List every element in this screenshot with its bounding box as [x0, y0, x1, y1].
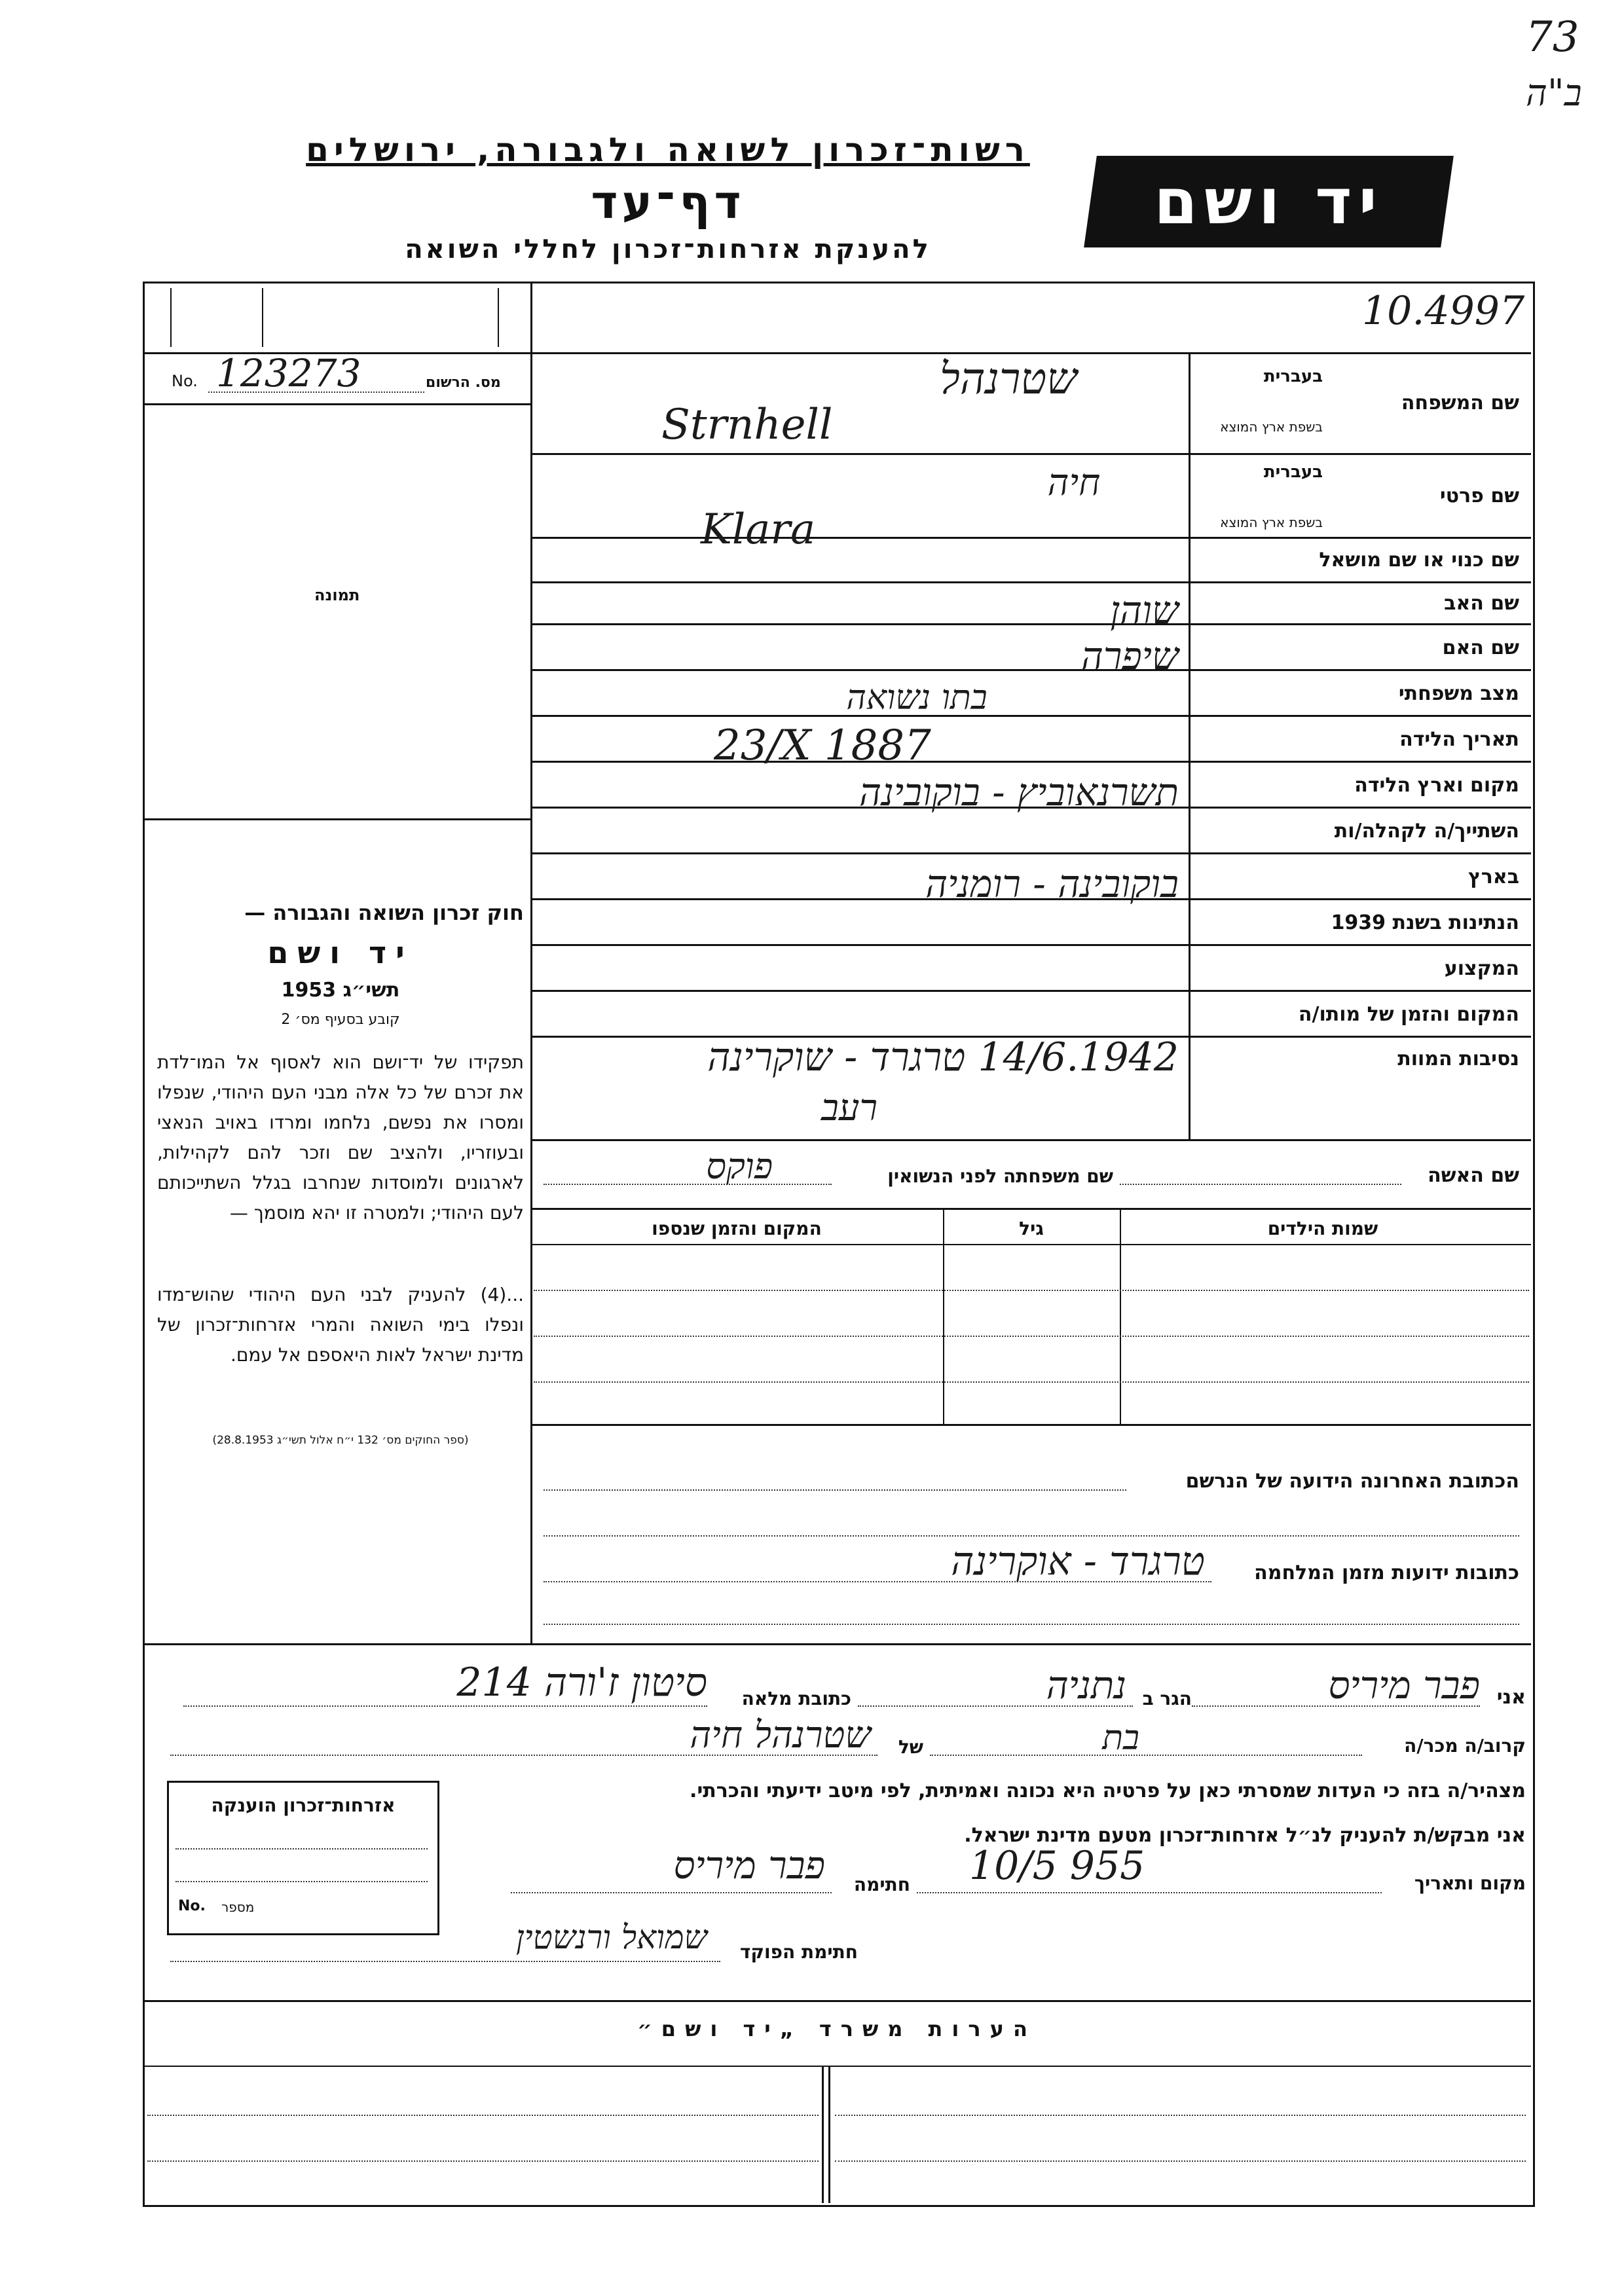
notes-row-4: [835, 2160, 1526, 2162]
authority-title: רשות־זכרון לשואה ולגבורה, ירושלים: [306, 131, 1030, 169]
family-name-local-value: Strnhell: [661, 401, 833, 449]
first-name-hebrew-value: חיה: [1047, 462, 1101, 504]
officer-label: חתימת הפוקד: [739, 1941, 858, 1963]
last-address-dots: [544, 1489, 1126, 1491]
yad-vashem-logo: [1084, 156, 1454, 247]
wife-value: פוקס: [706, 1146, 773, 1187]
country-label: בארץ: [1467, 866, 1519, 888]
corner-note-top: 73: [1526, 13, 1579, 62]
death-circumstances-value: רעב: [821, 1087, 877, 1129]
wife-label: שם האשה: [1428, 1164, 1519, 1187]
wife-maiden-label: שם משפחתה לפני הנשואין: [887, 1165, 1113, 1187]
line-after-photo: [143, 818, 532, 820]
community-label: השתייך/ה לקהלה/ות: [1334, 820, 1519, 843]
witness-address: סיטון ז'ורה 214: [456, 1660, 707, 1705]
witness-signature-label: חתימה: [853, 1874, 910, 1895]
registration-number: 123273: [216, 351, 361, 395]
marital-status-label: מצב משפחתי: [1398, 682, 1519, 705]
grant-box-number-label: מספר: [221, 1899, 255, 1915]
top-left-hatch-2: [262, 288, 263, 347]
top-left-hatch: [498, 288, 499, 347]
family-name-label: שם המשפחה: [1401, 392, 1519, 414]
first-name-hebrew-label: בעברית: [1263, 462, 1323, 482]
left-column-divider: [530, 282, 532, 1643]
top-left-hatch-3: [170, 288, 172, 347]
photo-label: תמונה: [314, 586, 360, 604]
witness-of-label: של: [898, 1736, 923, 1758]
children-place-header: המקום והזמן שנספו: [652, 1218, 822, 1239]
witness-resides-label: הגר ב: [1142, 1688, 1192, 1709]
birth-date-value: 23/X 1887: [714, 721, 931, 770]
witness-place-date: 10/5 955: [969, 1843, 1145, 1889]
citizenship-label: הנתינות בשנת 1939: [1331, 911, 1519, 934]
line-notes-title: [143, 2066, 1531, 2067]
office-notes-title: הערות משרד „יד ושם״: [637, 2016, 1037, 2041]
witness-i-label: אני: [1496, 1686, 1526, 1709]
witness-relation-label: קרוב/ה מכר/ה: [1404, 1735, 1526, 1757]
line-after-firstname: [530, 537, 1531, 539]
wife-dots-right: [1120, 1184, 1401, 1185]
birth-date-label: תאריך הלידה: [1399, 728, 1519, 751]
line-community: [530, 852, 1531, 854]
line-profession: [530, 990, 1531, 992]
children-col-2: [1120, 1208, 1121, 1424]
witness-address-dots: [183, 1705, 707, 1707]
law-name: יד ושם: [267, 935, 414, 970]
first-name-local-value: Klara: [701, 505, 816, 554]
children-names-header: שמות הילדים: [1267, 1218, 1378, 1239]
law-reference: (ספר החוקים מס׳ 132 י״ח אלול תשי״ג 28.8.1953): [212, 1434, 469, 1447]
witness-city: נתניה: [1046, 1663, 1126, 1707]
line-citizenship: [530, 944, 1531, 946]
last-address-dots-2: [544, 1535, 1519, 1537]
witness-address-label: כתובת מלאה: [741, 1688, 851, 1709]
witness-declaration: מצהיר/ה בזה כי העדות שמסרתי כאן על פרטיה היא נכונה ואמיתית, לפי מיטב ידיעתי והכרתי.: [690, 1779, 1526, 1802]
form-subtitle: להענקת אזרחות־זכרון לחללי השואה: [405, 234, 931, 264]
line-circumstances: [530, 1139, 1531, 1141]
notes-row-1: [147, 2115, 819, 2116]
notes-row-3: [147, 2160, 819, 2162]
grant-box-title: אזרחות־זכרון הוענקה: [211, 1795, 396, 1816]
grant-box: [167, 1781, 439, 1935]
first-name-local-label: בשפת ארץ המוצא: [1220, 515, 1323, 530]
line-section-witness: [143, 1643, 1531, 1645]
line-after-family: [530, 453, 1531, 455]
officer-dots: [170, 1961, 720, 1962]
death-circumstances-label: נסיבות המוות: [1397, 1048, 1519, 1070]
father-value: שוהן: [1110, 588, 1179, 632]
grant-box-no-label: No.: [178, 1898, 206, 1914]
children-age-header: גיל: [1019, 1218, 1044, 1239]
witness-name: פבר מיריס: [1328, 1663, 1480, 1707]
notes-row-2: [835, 2115, 1526, 2116]
first-name-label: שם פרטי: [1439, 484, 1519, 507]
birth-place-label: מקום וארץ הלידה: [1354, 774, 1519, 797]
law-section: קובע בסעיף מס׳ 2: [281, 1011, 400, 1028]
line-section-notes: [143, 2000, 1531, 2002]
officer-signature: שמואל ורנשטין: [515, 1918, 707, 1956]
law-text-2: ...(4) להעניק לבני העם היהודי שהוש־מדו ונפלו בימי השואה והמרי אזרחות־זכרון של מדינת ישראל לאות היאספם אל עמם.: [157, 1284, 524, 1366]
line-birthdate: [530, 761, 1531, 763]
birth-place-value: תשרנאוביץ - בוקובינה: [859, 770, 1179, 814]
witness-request: אני מבקש/ת להעניק לנ״ל אזרחות־זכרון מטעם מדינת ישראל.: [964, 1824, 1526, 1847]
children-row-3: [534, 1381, 1529, 1383]
form-title: דף־עד: [591, 175, 745, 229]
law-title: חוק זכרון השואה והגבורה —: [244, 900, 524, 925]
witness-place-date-label: מקום ותאריך: [1414, 1872, 1526, 1894]
law-text-1: תפקידו של יד־ושם הוא לאסוף אל המו־לדת את זכרם של כל אלה מבני העם היהודי, שנפלו ומסרו את נפשם, נלחמו ומרדו באויב הנאצי ובעוזריו, ולהציב שם וזכר להם לקהילות, לארגונים ולמוסדות שנחרבו בגלל השתייכותם לעם היהודי; ולמטרה זו יהא מוסמך —: [157, 1051, 524, 1224]
line-wife: [530, 1208, 1531, 1210]
mother-value: שיפרה: [1080, 634, 1179, 678]
witness-of-name: שטרנהל חיה: [690, 1714, 871, 1757]
line-children-end: [530, 1424, 1531, 1426]
registration-no-label: No.: [172, 372, 198, 390]
nickname-label: שם כנוי או שם מושאל: [1319, 549, 1519, 572]
country-value: בוקובינה - רומניה: [925, 862, 1179, 906]
file-number: 10.4997: [1362, 288, 1525, 334]
law-year: תשי״ג 1953: [281, 979, 400, 1002]
last-address-label: הכתובת האחרונה הידועה של הנרשם: [1185, 1470, 1519, 1493]
line-nickname: [530, 581, 1531, 583]
line-children-header: [530, 1244, 1531, 1245]
witness-signature-dots: [511, 1892, 832, 1893]
witness-place-date-dots: [917, 1892, 1382, 1893]
label-column-divider: [1189, 354, 1190, 1139]
family-name-hebrew-label: בעברית: [1263, 367, 1323, 386]
notes-divider-2: [828, 2066, 830, 2203]
children-row-1: [534, 1290, 1529, 1291]
family-name-hebrew-value: שטרנהל: [939, 354, 1078, 404]
war-addresses-dots-2: [544, 1624, 1519, 1625]
war-addresses-value: טרגרד - אוקרינה: [951, 1539, 1205, 1584]
notes-divider: [822, 2066, 824, 2203]
death-place-value: 14/6.1942 טרגרד - שוקרינה: [707, 1034, 1179, 1080]
line-after-reg: [143, 403, 532, 405]
family-name-local-label: בשפת ארץ המוצא: [1220, 419, 1323, 435]
mother-label: שם האם: [1442, 636, 1519, 659]
death-place-label: המקום והזמן של מותו/ה: [1298, 1003, 1519, 1026]
children-col-1: [943, 1208, 944, 1424]
children-row-2: [534, 1336, 1529, 1337]
witness-relation: בת: [1102, 1719, 1139, 1758]
corner-note-bottom: ב"ה: [1526, 72, 1582, 115]
witness-signature: פבר מיריס: [673, 1843, 825, 1887]
war-addresses-label: כתובות ידועות מזמן המלחמה: [1254, 1561, 1519, 1584]
profession-label: המקצוע: [1444, 957, 1519, 980]
logo-text: יד ושם: [1154, 165, 1384, 238]
father-label: שם האב: [1444, 592, 1519, 615]
marital-status-value: בתו נשואה: [846, 678, 987, 718]
registration-label: מס. הרשום: [426, 374, 501, 391]
